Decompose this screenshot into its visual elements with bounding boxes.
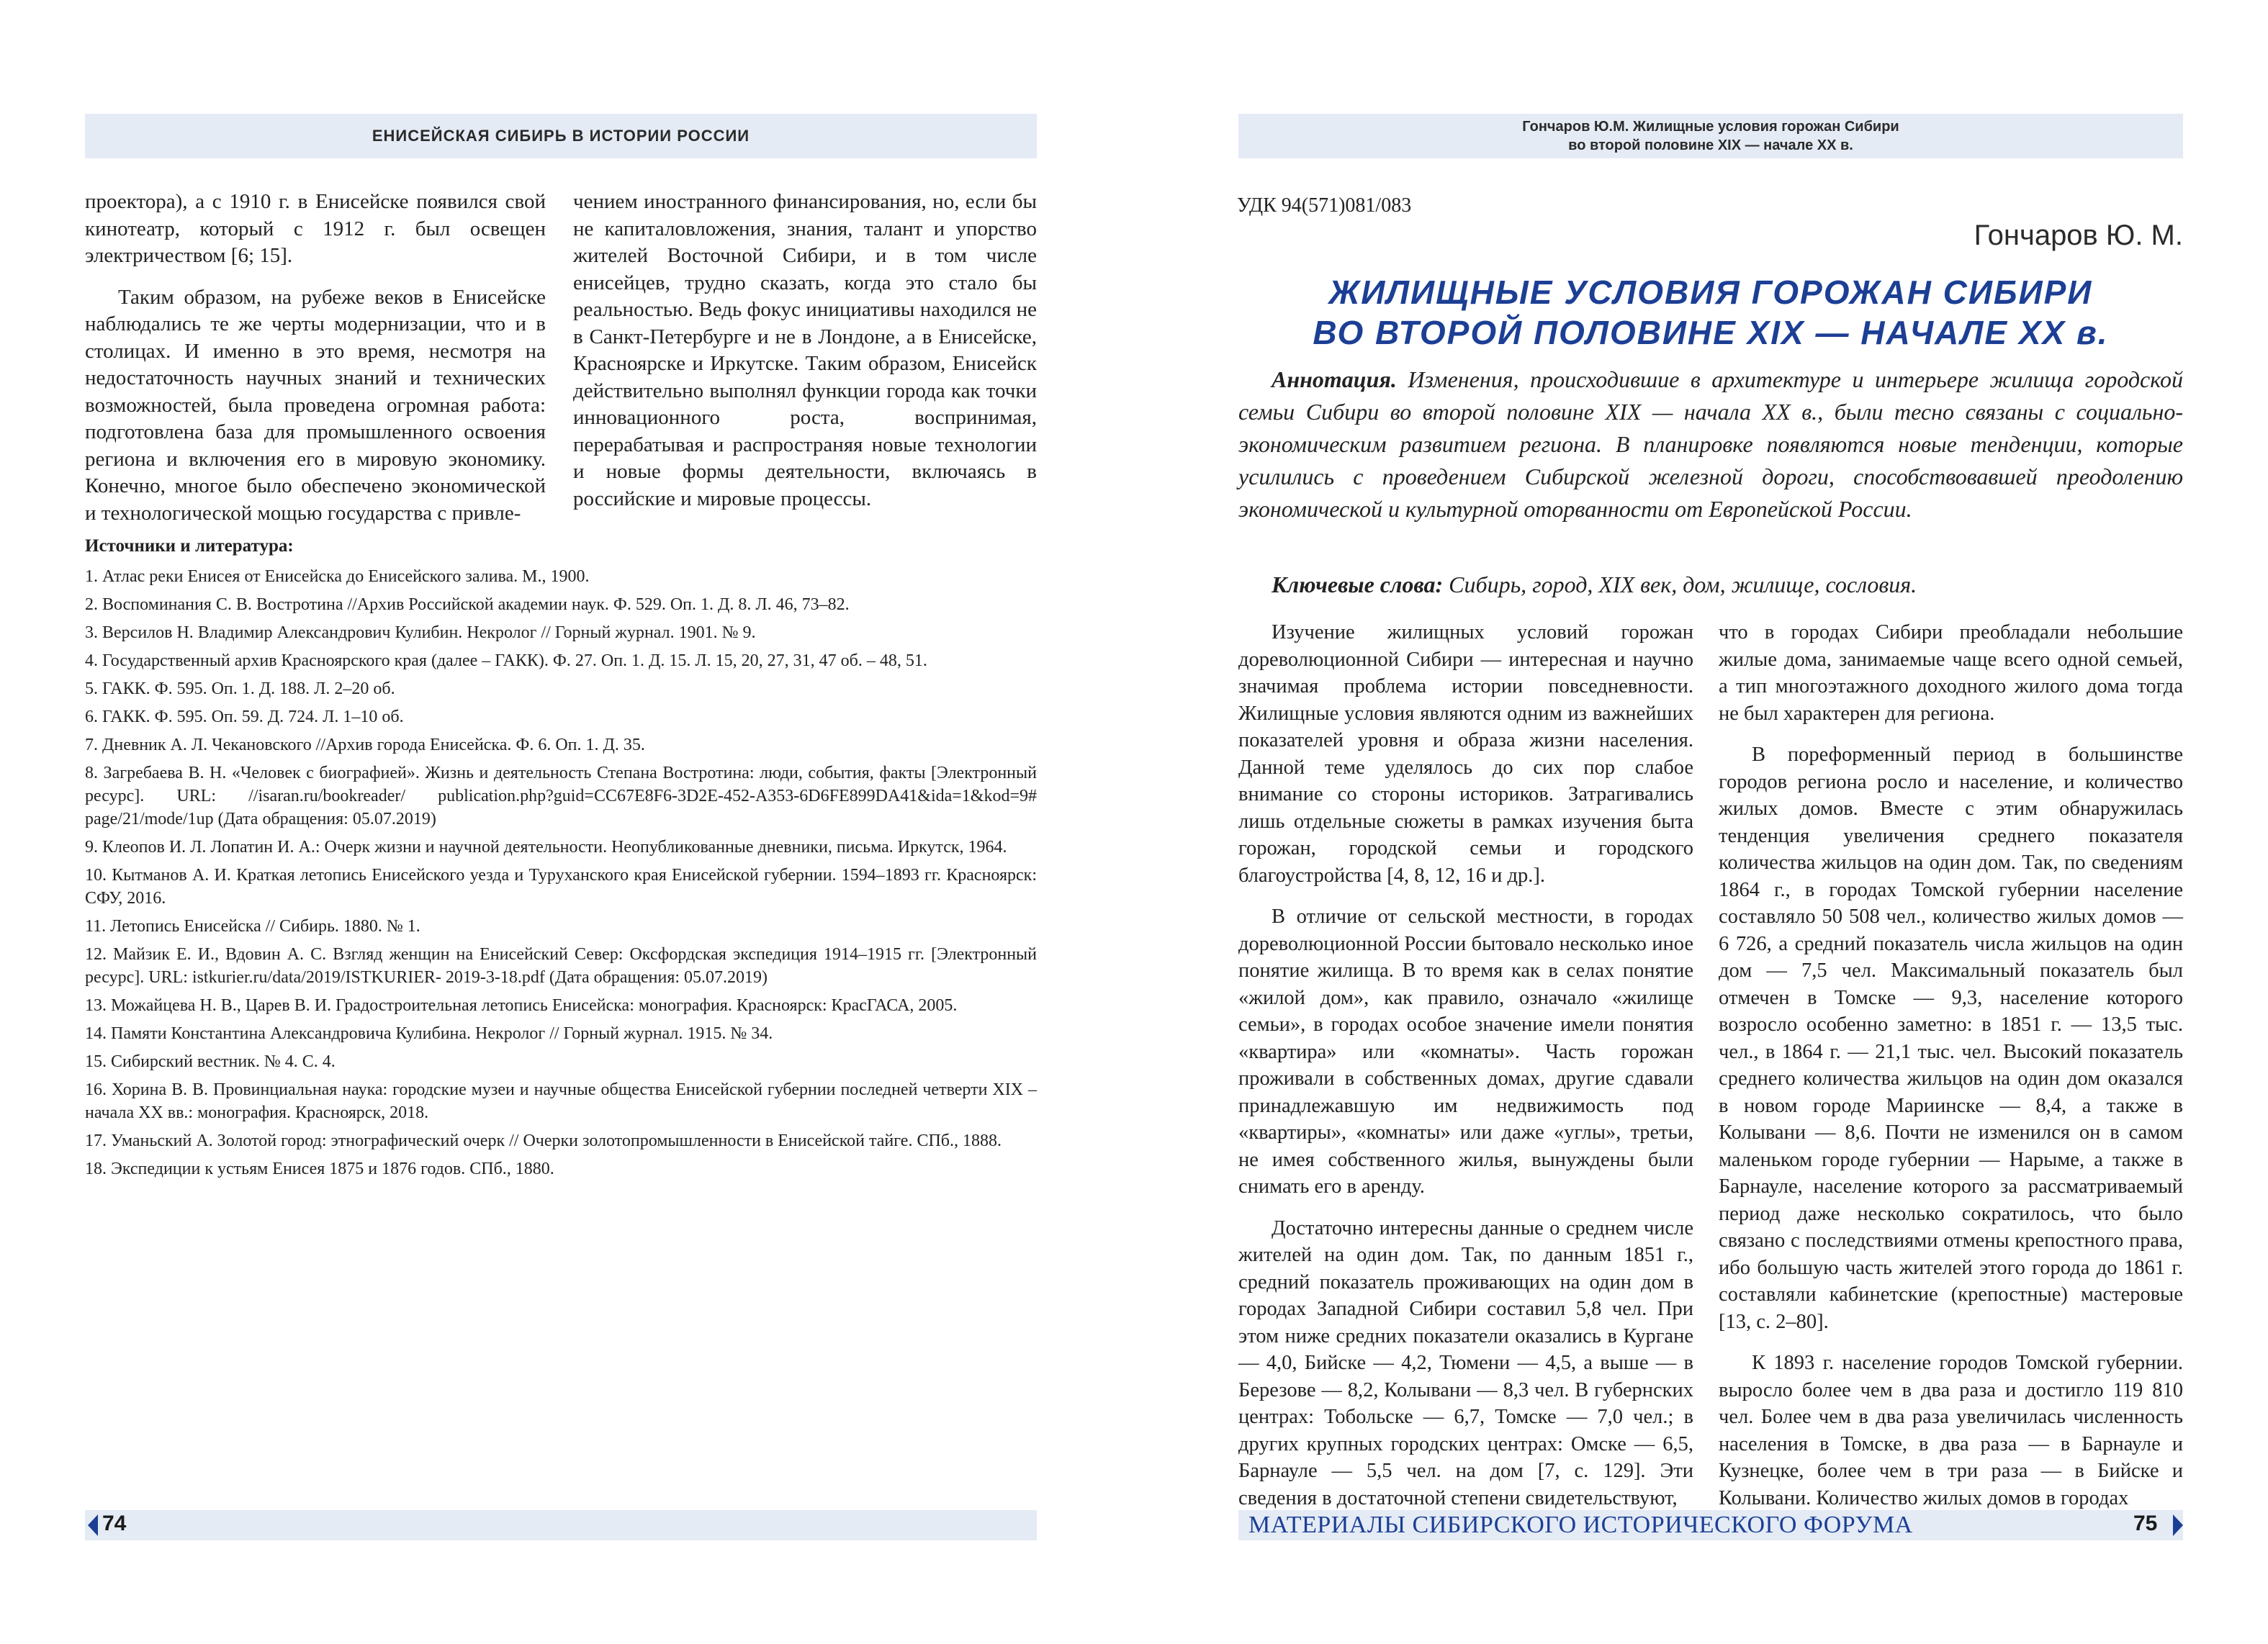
reference-item: 7. Дневник А. Л. Чекановского //Архив города Енисейска. Ф. 6. Оп. 1. Д. 35.: [85, 736, 645, 754]
right-page: [1134, 0, 2268, 1644]
running-head: ЕНИСЕЙСКАЯ СИБИРЬ В ИСТОРИИ РОССИИ: [85, 114, 1037, 158]
reference-item: 4. Государственный архив Красноярского края (далее – ГАКК). Ф. 27. Оп. 1. Д. 15. Л. 15, 20, 27, 31, 47 об. – 48, 51.: [85, 651, 927, 670]
abstract: [1238, 363, 2183, 525]
reference-item: 2. Воспоминания С. В. Востротина //Архив Российской академии наук. Ф. 529. Оп. 1. Д. 8. Л. 46, 73–82.: [85, 595, 850, 614]
paragraph: что в городах Сибири преобладали небольшие жилые дома, занимаемые чаще всего одной семьей, а тип многоэтажного доходного жилого дома тогда не был характерен для региона.: [1719, 621, 2183, 725]
title-line: ЖИЛИЩНЫЕ УСЛОВИЯ ГОРОЖАН СИБИРИ: [1328, 274, 2093, 311]
reference-item: 15. Сибирский вестник. № 4. С. 4.: [85, 1052, 336, 1071]
left-column-1: [85, 189, 546, 527]
page-number: 74: [102, 1512, 127, 1535]
reference-item: 10. Кытманов А. И. Краткая летопись Енисейского уезда и Туруханского края Енисейской губернии. 1594–1893 гг. Красноярск: СФУ, 2016.: [85, 866, 1037, 908]
reference-item: 5. ГАКК. Ф. 595. Оп. 1. Д. 188. Л. 2–20 об.: [85, 679, 395, 698]
reference-item: 18. Экспедиции к устьям Енисея 1875 и 1876 годов. СПб., 1880.: [85, 1160, 554, 1178]
author-name: Гончаров Ю. М.: [1974, 220, 2183, 251]
reference-item: 9. Клеопов И. Л. Лопатин И. А.: Очерк жизни и научной деятельности. Неопубликованные дневники, письма. Иркутск, 1964.: [85, 838, 1007, 857]
left-column-2: [573, 189, 1037, 512]
article-title: [1238, 272, 2183, 353]
paragraph: чением иностранного финансирования, но, если бы не капиталовложения, знания, талант и упорство жителей Восточной Сибири, и в том числе енисейцев, трудно сказать, когда это стало бы реальностью. Ведь фокус инициативы находился не в Санкт-Петербурге и не в Лондоне, а в Енисейске, Красноярске и Иркутске. Таким образом, Енисейск действительно выполнял функции города как точки инновационного роста, воспринимая, перерабатывая и распространяя новые технологии и новые формы деятельности, включаясь в российские и мировые процессы.: [573, 190, 1037, 510]
keywords-label: Ключевые слова:: [1272, 572, 1444, 597]
keywords: [1238, 569, 2183, 601]
paragraph: В отличие от сельской местности, в городах дореволюционной России бытовало несколько иное понятие жилища. В то время как в селах понятие «жилой дом», как правило, означало «жилище семьи», в городах особое значение имели понятия «квартира» или «комнаты». Часть горожан проживали в собственных домах, другие сдавали принадлежавшую им недвижимость под «квартиры», «комнаты» или даже «углы», третьи, не имея собственного жилья, вынуждены были снимать его в аренду.: [1238, 905, 1693, 1198]
references-list: [85, 565, 1037, 1185]
right-column-2: [1719, 619, 2183, 1512]
abstract-label: Аннотация.: [1272, 366, 1397, 392]
reference-item: 14. Памяти Константина Александровича Кулибина. Некролог // Горный журнал. 1915. № 34.: [85, 1024, 773, 1043]
running-head: [1238, 114, 2183, 158]
footer-bar: [1238, 1510, 2183, 1540]
footer-bar: [85, 1510, 1037, 1540]
reference-item: 16. Хорина В. В. Провинциальная наука: городские музеи и научные общества Енисейской губернии последней четверти XIX – начала XX вв.: монография. Красноярск, 2018.: [85, 1080, 1037, 1122]
references-heading: Источники и литература:: [85, 536, 294, 556]
page-number: 75: [2133, 1512, 2158, 1535]
udk-code: УДК 94(571)081/083: [1237, 194, 1412, 217]
title-line: ВО ВТОРОЙ ПОЛОВИНЕ XIX — НАЧАЛЕ XX в.: [1313, 314, 2109, 351]
abstract-text: Изменения, происходившие в архитектуре и интерьере жилища городской семьи Сибири во второй половине XIX — начала XX в., были тесно связаны с социально-экономическим развитием региона. В планировке появляются новые тенденции, которые усилились с проведением Сибирской железной дороги, способствовавшей преодолению экономической и культурной оторванности от Европейской России.: [1238, 366, 2183, 522]
arrow-right-icon: [2173, 1514, 2183, 1536]
reference-item: 1. Атлас реки Енисея от Енисейска до Енисейского залива. М., 1900.: [85, 567, 590, 586]
paragraph: Изучение жилищных условий горожан дореволюционной Сибири — интересная и научно значимая проблема истории повседневности. Жилищные условия являются одним из важнейших показателей уровня и образа жизни населения. Данной теме уделялось до сих пор слабое внимание со стороны историков. Затрагивались лишь отдельные сюжеты в рамках изучения быта горожан, городской семьи и городского благоустройства [4, 8, 12, 16 и др.].: [1238, 621, 1693, 887]
reference-item: 12. Майзик Е. И., Вдовин А. С. Взгляд женщин на Енисейский Север: Оксфордская экспедиция 1914–1915 гг. [Электронный ресурс]. URL: istkurier.ru/data/2019/ISTKURIER- 2019-3-18.pdf (Дата обращения: 05.07.2019): [85, 945, 1037, 987]
running-head-line: во второй половине XIX — начале XX в.: [1568, 137, 1853, 153]
journal-title: МАТЕРИАЛЫ СИБИРСКОГО ИСТОРИЧЕСКОГО ФОРУМА: [1248, 1512, 1913, 1538]
paragraph: Таким образом, на рубеже веков в Енисейске наблюдались те же черты модернизации, что и в столицах. И именно в это время, несмотря на недостаточность научных знаний и технических возможностей, была проведена огромная работа: подготовлена база для промышленного освоения региона и включения его в мировую экономику. Конечно, многое было обеспечено экономической и технологической мощью государства с привле-: [85, 285, 546, 525]
paragraph: В пореформенный период в большинстве городов региона росло и население, и количество жилых домов. Вместе с этим обнаружилась тенденция увеличения среднего показателя количества жильцов на один дом. Так, по сведениям 1864 г., в городах Томской губернии население составляло 50 508 чел., количество жилых домов — 6 726, а средний показатель числа жильцов на один дом — 7,5 чел. Максимальный показатель был отмечен в Томске — 9,3, население которого возросло особенно заметно: в 1851 г. — 13,5 тыс. чел., в 1864 г. — 21,1 тыс. чел. Высокий показатель среднего количества жильцов на один дом оказался в новом городе Мариинске — 8,4, а также в Колывани — 8,6. Почти не изменился он в самом маленьком городе губернии — Нарыме, а также в Барнауле, население которого за рассматриваемый период даже несколько сократилось, что было связано с последствиями отмены крепостного права, ибо большую часть жителей этого города до 1861 г. составляли кабинетские (крепостные) мастеровые [13, с. 2–80].: [1719, 744, 2183, 1333]
right-column-1: [1238, 619, 1693, 1512]
reference-item: 8. Загребаева В. Н. «Человек с биографией». Жизнь и деятельность Степана Востротина: люди, события, факты [Электронный ресурс]. URL: //isaran.ru/bookreader/ publication.php?guid=CC67E8F6-3D2E-452-A353-6D6FE899DA41&ida=1&kod=9# page/21/mode/1up (Дата обращения: 05.07.2019): [85, 764, 1037, 828]
keywords-text: Сибирь, город, XIX век, дом, жилище, сословия.: [1443, 572, 1917, 597]
running-head-line: Гончаров Ю.М. Жилищные условия горожан Сибири: [1522, 119, 1899, 135]
reference-item: 17. Уманьский А. Золотой город: этнографический очерк // Очерки золотопромышленности в Енисейской тайге. СПб., 1888.: [85, 1132, 1002, 1150]
reference-item: 3. Версилов Н. Владимир Александрович Кулибин. Некролог // Горный журнал. 1901. № 9.: [85, 623, 756, 642]
paragraph: Достаточно интересны данные о среднем числе жителей на один дом. Так, по данным 1851 г., средний показатель проживающих на один дом в городах Западной Сибири составил 5,8 чел. При этом ниже средних показатели оказались в Кургане — 4,0, Бийске — 4,2, Тюмени — 4,5, а выше — в Березове — 8,2, Колывани — 8,3 чел. В губернских центрах: Тобольске — 6,7, Томске — 7,0 чел.; в других крупных городских центрах: Омске — 6,5, Барнауле — 5,5 чел. на дом [7, с. 129]. Эти сведения в достаточной степени свидетельствуют,: [1238, 1216, 1693, 1509]
paragraph: проектора), а с 1910 г. в Енисейске появился свой кинотеатр, который с 1912 г. был освещен электричеством [6; 15].: [85, 190, 546, 267]
reference-item: 6. ГАКК. Ф. 595. Оп. 59. Д. 724. Л. 1–10 об.: [85, 708, 404, 726]
arrow-left-icon: [88, 1514, 98, 1536]
reference-item: 11. Летопись Енисейска // Сибирь. 1880. № 1.: [85, 917, 420, 936]
paragraph: К 1893 г. население городов Томской губернии. выросло более чем в два раза и достигло 119 810 чел. Более чем в два раза увеличилась численность населения в Томске, в два раза — в Барнауле и Кузнецке, более чем в три раза — в Бийске и Колывани. Количество жилых домов в городах: [1719, 1352, 2183, 1509]
reference-item: 13. Можайцева Н. В., Царев В. И. Градостроительная летопись Енисейска: монография. Красноярск: КрасГАСА, 2005.: [85, 996, 958, 1015]
